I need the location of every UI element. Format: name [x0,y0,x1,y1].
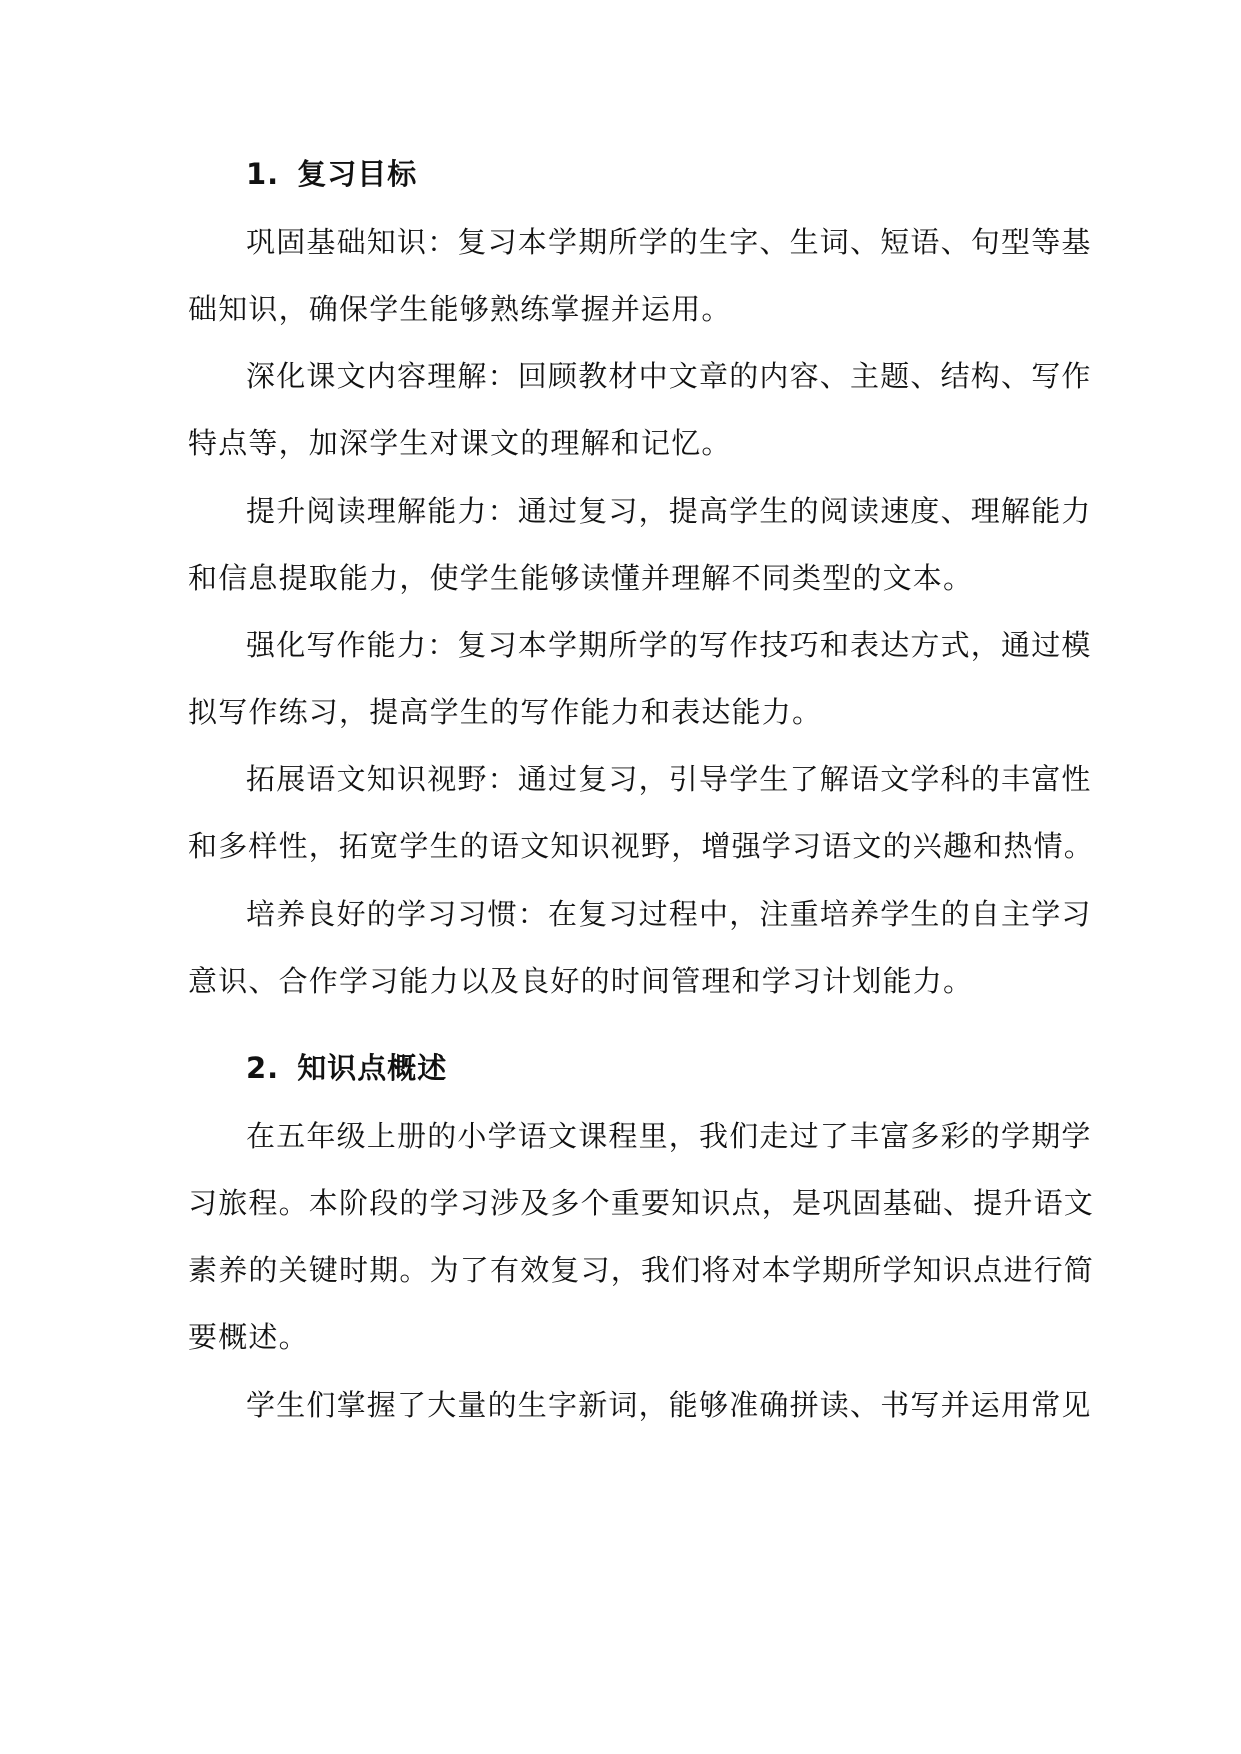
paragraph-line: 特点等，加深学生对课文的理解和记忆。 [188,426,732,460]
paragraph-line: 习旅程。本阶段的学习涉及多个重要知识点，是巩固基础、提升语文 [188,1186,1095,1220]
paragraph-line: 强化写作能力：复习本学期所学的写作技巧和表达方式，通过模 [246,628,1092,662]
paragraph-line: 和多样性，拓宽学生的语文知识视野，增强学习语文的兴趣和热情。 [188,829,1095,863]
paragraph-line: 巩固基础知识：复习本学期所学的生字、生词、短语、句型等基 [246,225,1092,259]
paragraph-line: 意识、合作学习能力以及良好的时间管理和学习计划能力。 [188,964,974,998]
paragraph-line: 在五年级上册的小学语文课程里，我们走过了丰富多彩的学期学 [246,1119,1092,1153]
paragraph-line: 学生们掌握了大量的生字新词，能够准确拼读、书写并运用常见 [246,1388,1092,1422]
section-number: 2. [246,1051,280,1085]
paragraph-line: 和信息提取能力，使学生能够读懂并理解不同类型的文本。 [188,561,974,595]
paragraph-line: 拟写作练习，提高学生的写作能力和表达能力。 [188,695,823,729]
section-title: 知识点概述 [297,1051,448,1085]
paragraph-line: 要概述。 [188,1320,309,1354]
paragraph-line: 培养良好的学习习惯：在复习过程中，注重培养学生的自主学习 [246,897,1092,931]
paragraph-line: 拓展语文知识视野：通过复习，引导学生了解语文学科的丰富性 [246,762,1092,796]
paragraph-line: 提升阅读理解能力：通过复习，提高学生的阅读速度、理解能力 [246,494,1092,528]
paragraph-line: 深化课文内容理解：回顾教材中文章的内容、主题、结构、写作 [246,359,1092,393]
paragraph-line: 素养的关键时期。为了有效复习，我们将对本学期所学知识点进行简 [188,1253,1095,1287]
section-title: 复习目标 [297,157,418,191]
section-heading [246,1046,447,1087]
section-heading [246,152,417,193]
paragraph-line: 础知识，确保学生能够熟练掌握并运用。 [188,292,732,326]
section-number: 1. [246,157,280,191]
